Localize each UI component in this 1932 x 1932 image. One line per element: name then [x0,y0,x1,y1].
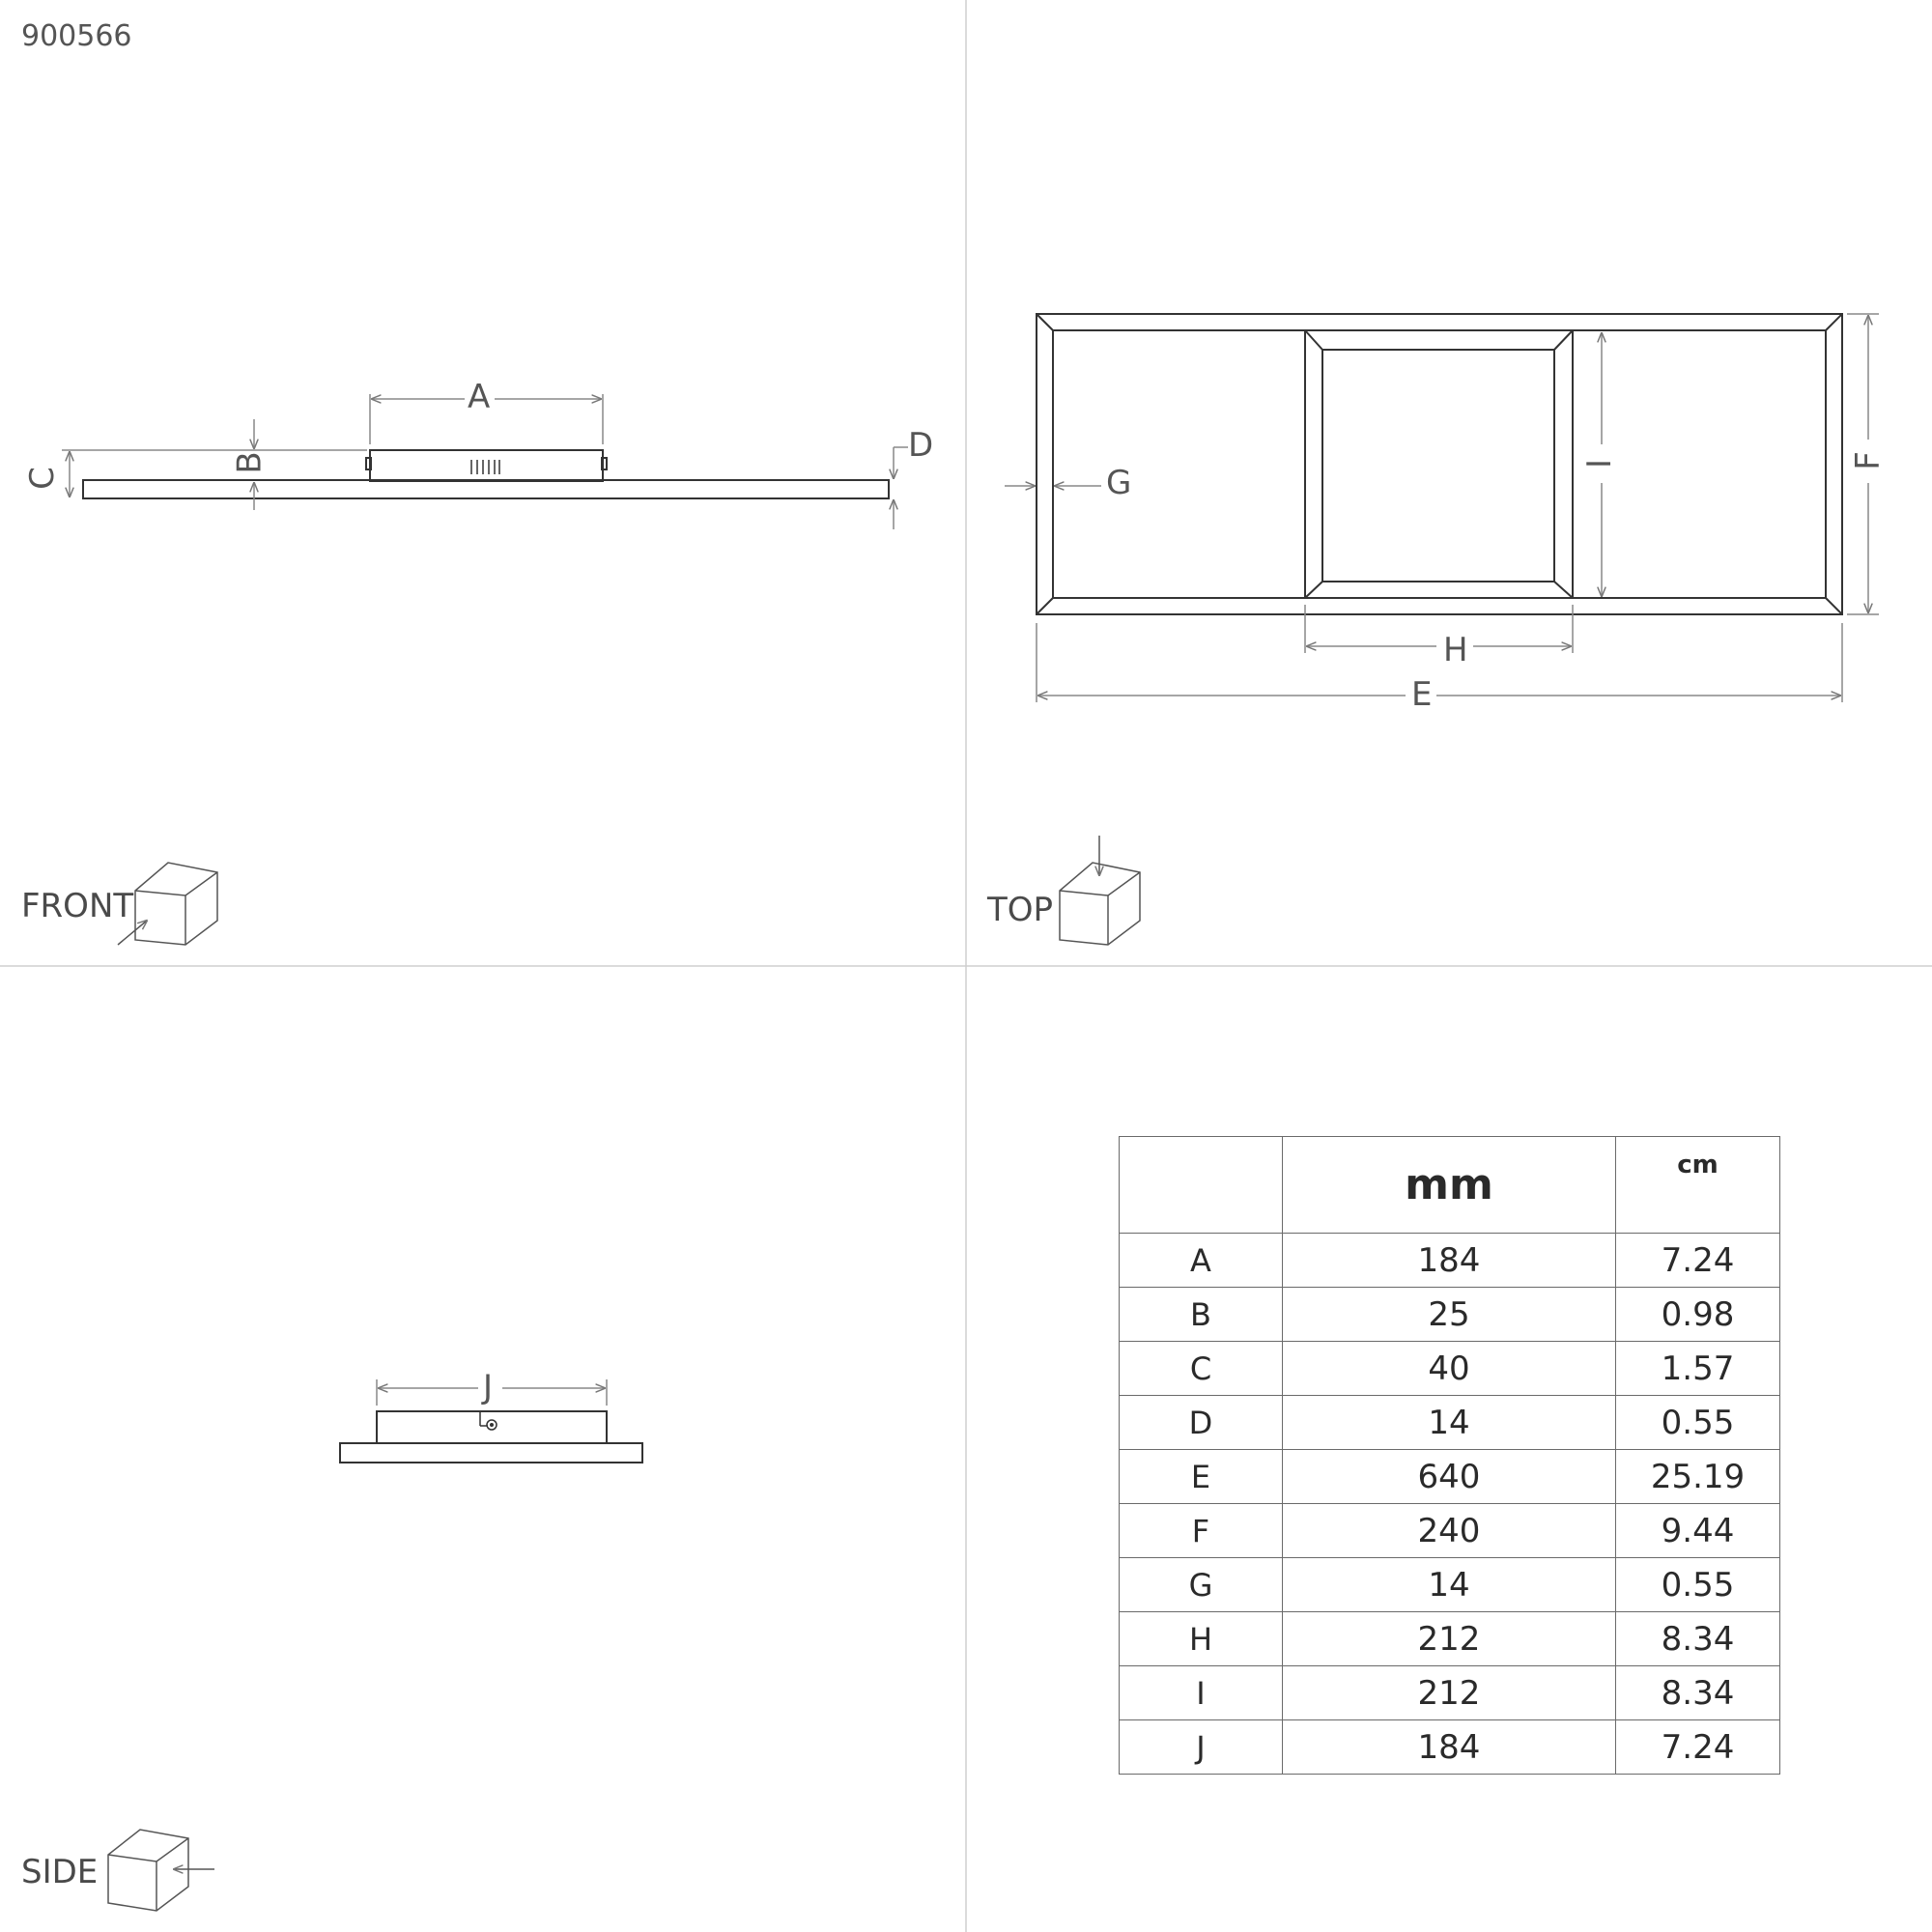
top-view-label: TOP [987,891,1054,929]
table-row [1120,1504,1780,1558]
table-row [1120,1342,1780,1396]
side-view-drawing [340,1411,642,1463]
top-outer-frame [1037,314,1842,614]
front-vent-slots [471,460,499,474]
row-label: I [1120,1666,1283,1720]
front-panel [83,480,889,498]
dim-label-g: G [1106,464,1132,502]
row-label: D [1120,1396,1283,1450]
value-cm: 9.44 [1616,1504,1780,1558]
dimensions-table [1119,1136,1780,1775]
side-panel [340,1443,642,1463]
dim-label-b: B [230,451,270,474]
row-label: E [1120,1450,1283,1504]
value-cm: 8.34 [1616,1612,1780,1666]
value-cm: 25.19 [1616,1450,1780,1504]
row-label: H [1120,1612,1283,1666]
top-center-frame [1305,330,1573,598]
top-view-drawing [1037,314,1842,614]
table-row [1120,1558,1780,1612]
row-label: J [1120,1720,1283,1775]
value-mm: 212 [1283,1612,1616,1666]
value-cm: 1.57 [1616,1342,1780,1396]
value-cm: 0.55 [1616,1558,1780,1612]
side-view-cube-icon [108,1830,214,1911]
dim-label-f: F [1848,451,1888,470]
value-mm: 212 [1283,1666,1616,1720]
value-mm: 184 [1283,1234,1616,1288]
value-mm: 40 [1283,1342,1616,1396]
value-mm: 240 [1283,1504,1616,1558]
top-dimension-lines [1005,314,1879,702]
front-mount-box [370,450,603,481]
side-view-label: SIDE [21,1853,99,1891]
dim-label-d: D [908,426,934,465]
front-view-label: FRONT [21,887,134,925]
dim-label-e: E [1411,675,1433,714]
dim-label-a: A [468,378,491,416]
row-label: F [1120,1504,1283,1558]
header-blank [1120,1137,1283,1234]
table-row [1120,1288,1780,1342]
top-center-window [1322,350,1554,582]
value-mm: 14 [1283,1558,1616,1612]
front-view-drawing [83,450,889,498]
dim-label-i: I [1580,458,1620,469]
value-cm: 7.24 [1616,1720,1780,1775]
table-row [1120,1234,1780,1288]
value-cm: 7.24 [1616,1234,1780,1288]
product-code: 900566 [21,19,132,53]
value-cm: 8.34 [1616,1666,1780,1720]
dim-label-h: H [1443,631,1468,669]
table-row [1120,1450,1780,1504]
value-mm: 184 [1283,1720,1616,1775]
row-label: G [1120,1558,1283,1612]
table-row [1120,1720,1780,1775]
dim-label-j: J [483,1368,494,1406]
value-mm: 14 [1283,1396,1616,1450]
header-cm: cm [1616,1137,1780,1234]
dim-label-c: C [22,467,62,490]
row-label: A [1120,1234,1283,1288]
table-row [1120,1612,1780,1666]
row-label: B [1120,1288,1283,1342]
top-inner-frame [1053,330,1826,598]
top-view-cube-icon [1060,836,1140,945]
row-label: C [1120,1342,1283,1396]
value-cm: 0.55 [1616,1396,1780,1450]
table-header-row [1120,1137,1780,1234]
value-mm: 640 [1283,1450,1616,1504]
table-row [1120,1666,1780,1720]
value-mm: 25 [1283,1288,1616,1342]
table-row [1120,1396,1780,1450]
value-cm: 0.98 [1616,1288,1780,1342]
header-mm: mm [1283,1137,1616,1234]
side-mount-box [377,1411,607,1443]
